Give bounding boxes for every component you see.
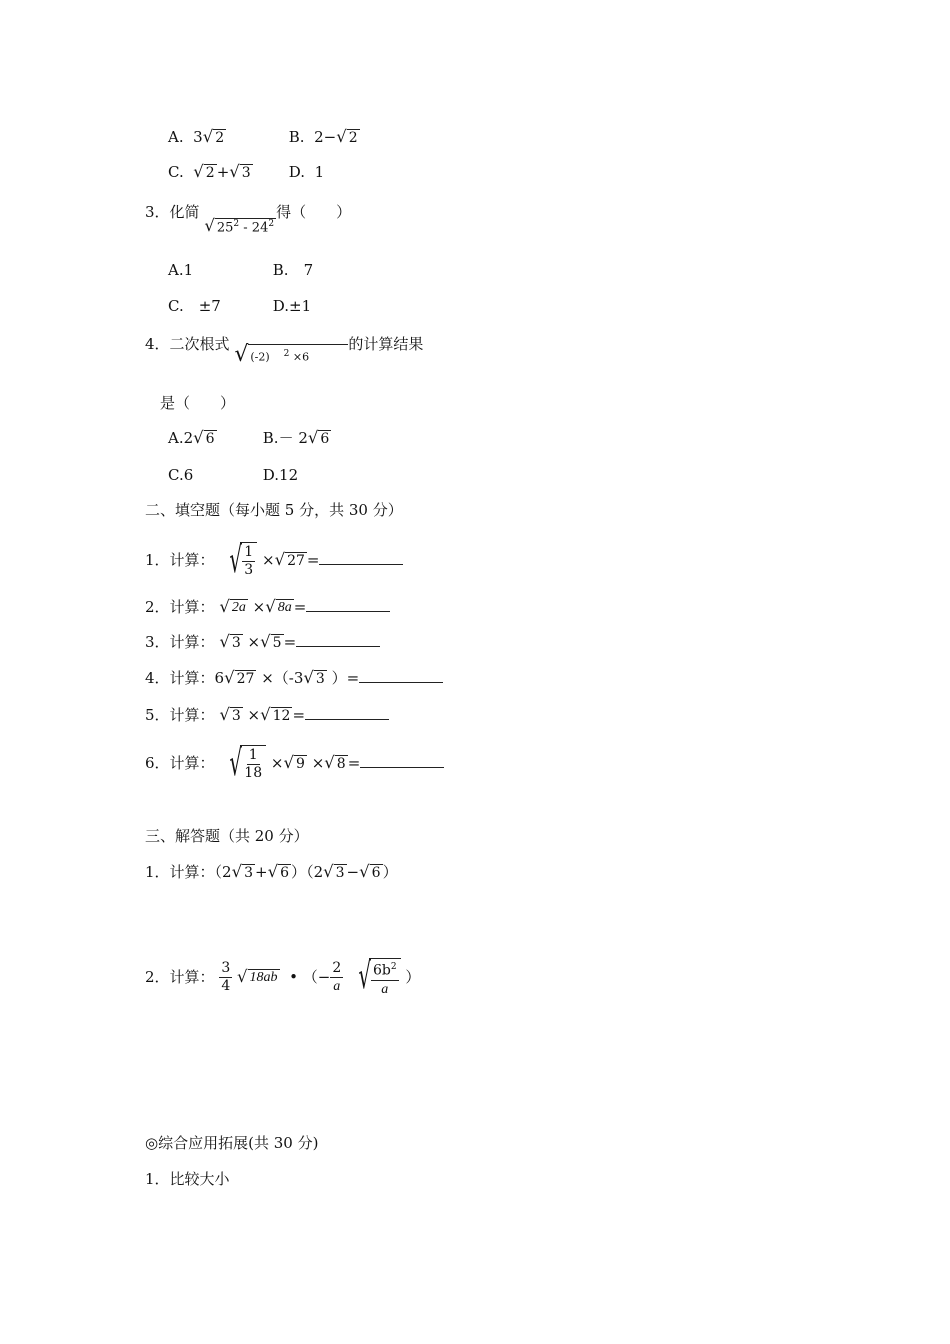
question-4: 4．二次根式 √ (-2) $^2$ ×6 的计算结果	[145, 335, 424, 367]
q3-option-b: B. 7	[272, 261, 314, 279]
q2-options-row1	[168, 127, 360, 147]
sqrt: √ $\frac{1}{3}$	[219, 542, 257, 580]
extension-question-1: 1．比较大小	[145, 1170, 230, 1188]
fill-question-6: 6．计算： √ $\frac{1}{18}$ × √ 9 × √ 8 =	[145, 745, 444, 783]
fill-question-3: 3．计算： √ 3 × √ 5 =	[145, 632, 380, 652]
sqrt: √ 2	[193, 162, 215, 182]
sqrt: √ $\frac{6b^2}{a}$	[348, 958, 401, 998]
q2-options-row2	[168, 162, 324, 182]
sqrt: √ 3	[323, 862, 345, 882]
sqrt: √ 18ab	[237, 967, 278, 987]
sqrt: √ $\frac{1}{18}$	[219, 745, 266, 783]
q4-option-c: C.6	[168, 466, 194, 484]
extension-heading: ◎综合应用拓展(共 30 分)	[145, 1134, 319, 1152]
sqrt: √ 3	[303, 668, 325, 688]
q3-option-a: A.1	[168, 261, 194, 279]
solve-section-heading: 三、解答题（共 20 分）	[145, 827, 309, 845]
question-3: 3．化简 √ $25^2 - 24^2$ 得（ ）	[145, 203, 352, 236]
sqrt: √ $25^2 - 24^2$	[204, 216, 275, 236]
fraction: $\frac{1}{3}$	[244, 544, 254, 578]
sqrt: √ 12	[260, 705, 291, 725]
sqrt: √ 6	[307, 428, 330, 448]
sqrt: √ 8	[324, 753, 346, 773]
q3-option-d: D.±1	[272, 297, 312, 315]
q4-option-b: B.－ 2 √ 6	[262, 428, 330, 448]
answer-blank[interactable]	[319, 550, 403, 565]
q3-options-row1	[168, 260, 313, 280]
q3-options-row2	[168, 296, 311, 316]
solve-question-2: 2．计算： $\frac{3}{4}$ √ 18ab • （− $\frac{2}{a}$ √ $\frac{6b^2}{a}$ ）	[145, 956, 421, 997]
sqrt: √ 6	[267, 862, 290, 882]
sqrt: √ 27	[224, 668, 255, 688]
q2-option-b: B. 2− √ 2	[288, 127, 358, 147]
q4-continuation: 是（ ）	[160, 394, 236, 412]
answer-blank[interactable]	[359, 668, 443, 683]
sqrt: √ 2a	[219, 597, 246, 617]
fill-question-4: 4．计算：6 √ 27 ×（-3 √ 3 ）=	[145, 668, 443, 688]
fraction: $\frac{3}{4}$	[221, 960, 231, 995]
fill-section-heading: 二、填空题（每小题 5 分，共 30 分）	[145, 501, 403, 519]
q3-option-c: C. ±7	[168, 297, 221, 315]
sqrt: √ 6	[359, 862, 381, 882]
fill-question-2: 2．计算： √ 2a × √ 8a =	[145, 597, 390, 617]
fraction: $\frac{2}{a}$	[332, 960, 342, 995]
answer-blank[interactable]	[306, 597, 390, 612]
q2-option-c: C. √ 2 + √ 3	[168, 162, 251, 182]
fraction: $\frac{1}{18}$	[244, 747, 263, 781]
sqrt: √ (-2) $^2$ ×6	[234, 344, 348, 366]
q2-option-d: D. 1	[288, 163, 325, 181]
sqrt: √ 5	[260, 632, 282, 652]
solve-question-1: 1．计算：（2 √ 3 + √ 6 ）（2 √ 3 − √ 6 ）	[145, 862, 398, 882]
q4-options-row2	[168, 465, 298, 485]
answer-blank[interactable]	[296, 632, 380, 647]
fill-question-1: 1．计算： √ $\frac{1}{3}$ × √ 27 =	[145, 542, 403, 580]
fraction: $\frac{6b^2}{a}$	[371, 959, 399, 998]
sqrt: √ 3	[229, 162, 251, 182]
q4-option-a: A.2 √ 6	[168, 428, 215, 448]
fill-question-5: 5．计算： √ 3 × √ 12 =	[145, 705, 389, 725]
sqrt: √ 6	[193, 428, 215, 448]
q4-option-d: D.12	[262, 466, 299, 484]
sqrt: √ 3	[231, 862, 254, 882]
sqrt: √ 3	[219, 632, 241, 652]
answer-blank[interactable]	[305, 705, 389, 720]
answer-blank[interactable]	[360, 753, 444, 768]
sqrt: √ 8a	[265, 597, 292, 617]
sqrt: √ 3	[219, 705, 241, 725]
q4-options-row1	[168, 428, 331, 448]
sqrt: √ 2	[336, 127, 358, 147]
sqrt: √ 27	[274, 550, 305, 570]
sqrt: √ 9	[283, 753, 305, 773]
q2-option-a: A. 3 √ 2	[168, 127, 225, 147]
sqrt: √ 2	[202, 127, 225, 147]
